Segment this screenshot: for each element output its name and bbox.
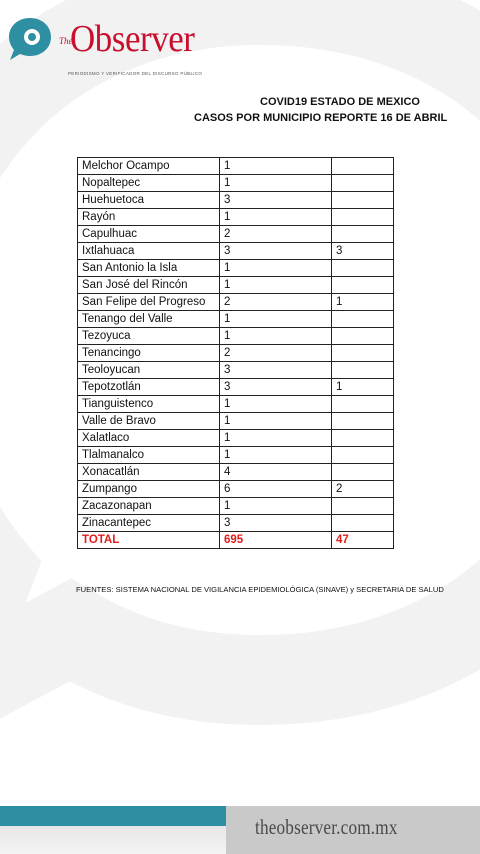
total-cases-cell: 695 bbox=[220, 532, 332, 549]
cases-cell: 4 bbox=[220, 464, 332, 481]
table-row bbox=[78, 413, 394, 430]
extra-cell bbox=[332, 447, 394, 464]
table-row bbox=[78, 328, 394, 345]
table-row bbox=[78, 515, 394, 532]
table-row bbox=[78, 260, 394, 277]
table-row bbox=[78, 345, 394, 362]
title-line-1: COVID19 ESTADO DE MEXICO bbox=[260, 96, 420, 108]
municipio-cell: Tlalmanalco bbox=[78, 447, 220, 464]
logo-the-text: The bbox=[59, 36, 73, 46]
title-line-2: CASOS POR MUNICIPIO REPORTE 16 DE ABRIL bbox=[194, 112, 448, 124]
total-row bbox=[78, 532, 394, 549]
sources-note: FUENTES: SISTEMA NACIONAL DE VIGILANCIA EPIDEMIOLÓGICA (SINAVE) y SECRETARIA DE SALUD bbox=[76, 585, 444, 594]
extra-cell bbox=[332, 515, 394, 532]
table-row bbox=[78, 243, 394, 260]
municipio-cell: Tianguistenco bbox=[78, 396, 220, 413]
cases-cell: 6 bbox=[220, 481, 332, 498]
extra-cell bbox=[332, 192, 394, 209]
cases-cell: 3 bbox=[220, 192, 332, 209]
municipio-cell: San Antonio la Isla bbox=[78, 260, 220, 277]
municipio-cell: Rayón bbox=[78, 209, 220, 226]
table-row bbox=[78, 362, 394, 379]
municipio-cell: San José del Rincón bbox=[78, 277, 220, 294]
table-row bbox=[78, 294, 394, 311]
table-row bbox=[78, 498, 394, 515]
cases-cell: 1 bbox=[220, 209, 332, 226]
cases-cell: 3 bbox=[220, 243, 332, 260]
cases-cell: 1 bbox=[220, 413, 332, 430]
extra-cell: 1 bbox=[332, 294, 394, 311]
extra-cell bbox=[332, 158, 394, 175]
extra-cell: 1 bbox=[332, 379, 394, 396]
speech-bubble-logo-icon bbox=[6, 14, 54, 62]
extra-cell bbox=[332, 328, 394, 345]
cases-cell: 1 bbox=[220, 311, 332, 328]
table-row bbox=[78, 464, 394, 481]
cases-table-body bbox=[78, 158, 394, 549]
cases-cell: 1 bbox=[220, 396, 332, 413]
municipio-cell: Tenango del Valle bbox=[78, 311, 220, 328]
table-row bbox=[78, 481, 394, 498]
cases-cell: 1 bbox=[220, 328, 332, 345]
municipio-cell: Teoloyucan bbox=[78, 362, 220, 379]
table-row bbox=[78, 226, 394, 243]
cases-cell: 2 bbox=[220, 226, 332, 243]
municipio-cell: Zinacantepec bbox=[78, 515, 220, 532]
municipio-cell: Zumpango bbox=[78, 481, 220, 498]
extra-cell bbox=[332, 430, 394, 447]
cases-cell: 3 bbox=[220, 362, 332, 379]
extra-cell bbox=[332, 277, 394, 294]
extra-cell bbox=[332, 311, 394, 328]
extra-cell bbox=[332, 362, 394, 379]
logo-tagline: PERIODISMO Y VERIFICADOR DEL DISCURSO PÚBLICO bbox=[68, 71, 203, 76]
table-row bbox=[78, 396, 394, 413]
total-label-cell: TOTAL bbox=[78, 532, 220, 549]
extra-cell bbox=[332, 498, 394, 515]
cases-table bbox=[77, 157, 394, 549]
cases-cell: 3 bbox=[220, 515, 332, 532]
table-row bbox=[78, 430, 394, 447]
municipio-cell: Tezoyuca bbox=[78, 328, 220, 345]
extra-cell bbox=[332, 260, 394, 277]
municipio-cell: Xalatlaco bbox=[78, 430, 220, 447]
table-row bbox=[78, 209, 394, 226]
footer-url: theobserver.com.mx bbox=[255, 815, 398, 839]
extra-cell bbox=[332, 209, 394, 226]
cases-cell: 1 bbox=[220, 158, 332, 175]
municipio-cell: Tepotzotlán bbox=[78, 379, 220, 396]
municipio-cell: Valle de Bravo bbox=[78, 413, 220, 430]
cases-cell: 1 bbox=[220, 175, 332, 192]
table-row bbox=[78, 175, 394, 192]
extra-cell bbox=[332, 175, 394, 192]
municipio-cell: Nopaltepec bbox=[78, 175, 220, 192]
municipio-cell: Ixtlahuaca bbox=[78, 243, 220, 260]
table-row bbox=[78, 311, 394, 328]
cases-cell: 3 bbox=[220, 379, 332, 396]
extra-cell bbox=[332, 345, 394, 362]
cases-cell: 1 bbox=[220, 447, 332, 464]
cases-cell: 1 bbox=[220, 277, 332, 294]
municipio-cell: Capulhuac bbox=[78, 226, 220, 243]
table-row bbox=[78, 192, 394, 209]
municipio-cell: San Felipe del Progreso bbox=[78, 294, 220, 311]
municipio-cell: Huehuetoca bbox=[78, 192, 220, 209]
cases-cell: 1 bbox=[220, 260, 332, 277]
extra-cell bbox=[332, 396, 394, 413]
municipio-cell: Tenancingo bbox=[78, 345, 220, 362]
table-row bbox=[78, 158, 394, 175]
extra-cell bbox=[332, 413, 394, 430]
municipio-cell: Melchor Ocampo bbox=[78, 158, 220, 175]
extra-cell bbox=[332, 226, 394, 243]
logo-wordmark: Observer bbox=[70, 18, 195, 60]
table-row bbox=[78, 447, 394, 464]
cases-cell: 2 bbox=[220, 345, 332, 362]
extra-cell: 2 bbox=[332, 481, 394, 498]
cases-cell: 2 bbox=[220, 294, 332, 311]
municipio-cell: Zacazonapan bbox=[78, 498, 220, 515]
extra-cell bbox=[332, 464, 394, 481]
table-row bbox=[78, 379, 394, 396]
extra-cell: 3 bbox=[332, 243, 394, 260]
municipio-cell: Xonacatlán bbox=[78, 464, 220, 481]
cases-cell: 1 bbox=[220, 498, 332, 515]
total-extra-cell: 47 bbox=[332, 532, 394, 549]
table-row bbox=[78, 277, 394, 294]
logo bbox=[6, 14, 206, 74]
cases-cell: 1 bbox=[220, 430, 332, 447]
